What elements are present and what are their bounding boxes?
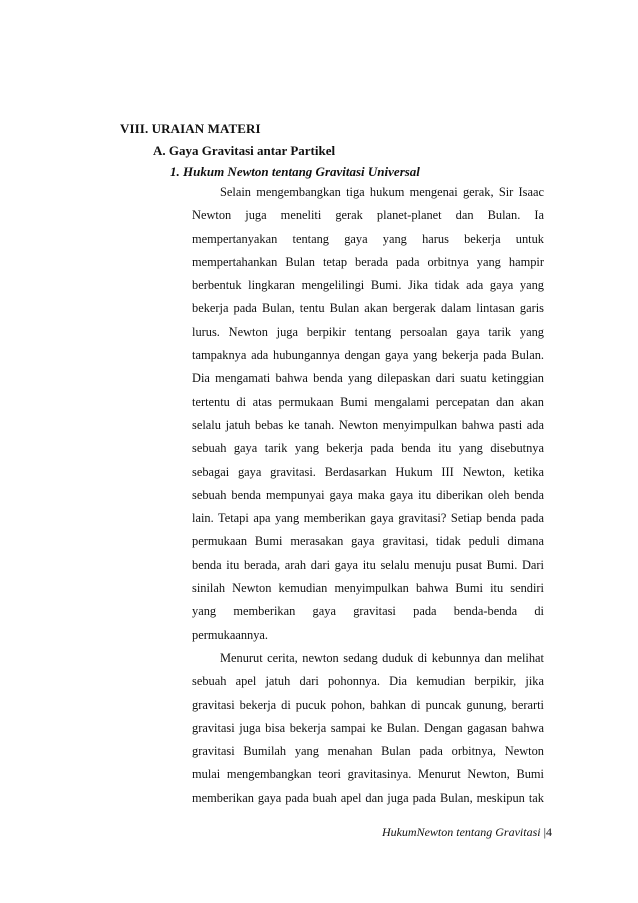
text-line: berbentuk lingkaran mengelilingi Bumi. Jika tidak ada gaya yang <box>192 278 544 293</box>
text-line: permukaannya. <box>192 627 269 642</box>
text-line: selalu jatuh bebas ke tanah. Newton menyimpulkan bahwa pasti ada <box>192 417 544 432</box>
text-line: tampaknya ada hubungannya dengan gaya yang bekerja pada Bulan. <box>192 348 544 363</box>
text-line: Dia mengamati bahwa benda yang dilepaskan dari suatu ketinggian <box>192 371 544 386</box>
subsection-heading: A. Gaya Gravitasi antar Partikel <box>153 143 336 158</box>
text-line: gravitasi Bumilah yang menahan Bulan pada orbitnya, Newton <box>192 744 544 759</box>
text-line: memberikan gaya pada buah apel dan juga pada Bulan, meskipun tak <box>192 790 544 805</box>
footer-title: HukumNewton tentang Gravitasi <box>381 825 541 839</box>
text-line: sebagai gaya gravitasi. Berdasarkan Hukum III Newton, ketika <box>192 464 544 479</box>
text-line: gravitasi juga bisa bekerja sampai ke Bulan. Dengan gagasan bahwa <box>192 720 544 735</box>
text-line: mulai mengembangkan teori gravitasinya. Menurut Newton, Bumi <box>192 767 544 782</box>
page-footer <box>382 825 552 840</box>
page-number: |4 <box>543 825 552 839</box>
text-line: sebuah apel jatuh dari pohonnya. Dia kemudian berpikir, jika <box>192 674 544 689</box>
text-line: sinilah Newton kemudian menyimpulkan bahwa Bumi itu sendiri <box>192 581 544 596</box>
text-line: Selain mengembangkan tiga hukum mengenai gerak, Sir Isaac <box>220 185 544 199</box>
text-line: mempertanyakan tentang gaya yang harus bekerja untuk <box>192 231 544 246</box>
text-line: yang memberikan gaya gravitasi pada benda-benda di <box>192 604 544 619</box>
text-line: benda itu berada, arah dari gaya itu selalu menuju pusat Bumi. Dari <box>192 557 544 572</box>
text-line: mempertahankan Bulan tetap berada pada orbitnya yang hampir <box>192 254 544 269</box>
text-line: lain. Tetapi apa yang memberikan gaya gravitasi? Setiap benda pada <box>192 511 544 526</box>
text-line: Menurut cerita, newton sedang duduk di kebunnya dan melihat <box>220 650 544 665</box>
text-line: gravitasi bekerja di pucuk pohon, bahkan di puncak gunung, berarti <box>192 697 544 712</box>
body-text <box>192 181 544 810</box>
text-line: tertentu di atas permukaan Bumi mengalami percepatan dan akan <box>192 394 544 409</box>
text-line: sebuah gaya tarik yang bekerja pada benda itu yang disebutnya <box>192 441 544 456</box>
subsubsection-heading: 1. Hukum Newton tentang Gravitasi Universal <box>170 164 420 179</box>
text-line: lurus. Newton juga berpikir tentang persoalan gaya tarik yang <box>192 324 544 339</box>
text-line: sebuah benda mempunyai gaya maka gaya itu diberikan oleh benda <box>192 487 544 502</box>
text-line: bekerja pada Bulan, tentu Bulan akan bergerak dalam lintasan garis <box>192 301 544 316</box>
text-line: Newton juga meneliti gerak planet-planet dan Bulan. Ia <box>192 208 544 223</box>
section-heading: VIII. URAIAN MATERI <box>120 121 261 136</box>
text-line: permukaan Bumi merasakan gaya gravitasi, tidak peduli dimana <box>192 534 544 549</box>
